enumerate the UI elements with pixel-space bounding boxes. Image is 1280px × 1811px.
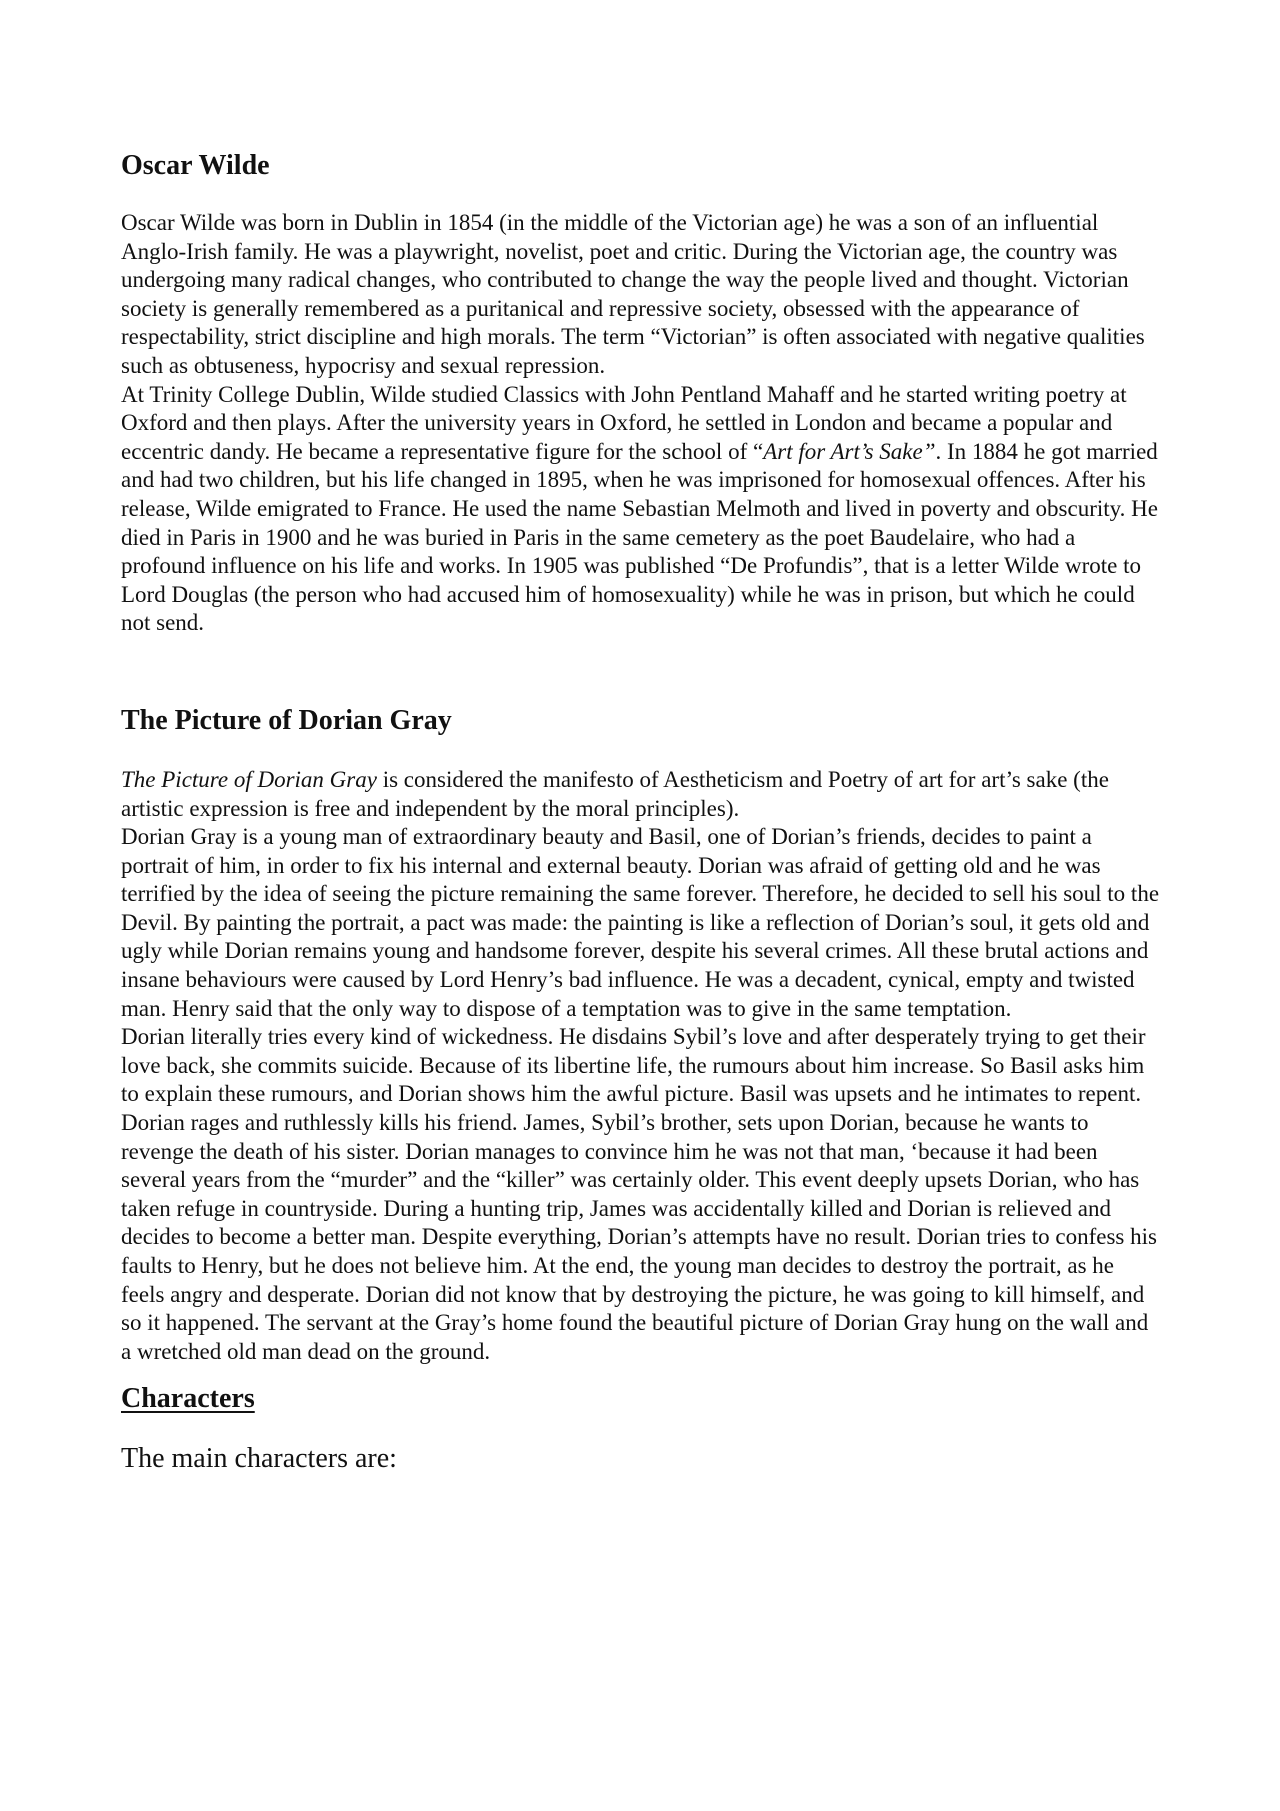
paragraph-wilde-biography-1: Oscar Wilde was born in Dublin in 1854 (in the middle of the Victorian age) he was a son of an influential Anglo-Irish family. He was a playwright, novelist, poet and critic. During the Victorian age, the country was undergoing many radical changes, who contributed to change the way the people lived and thought. Victorian society is generally remembered as a puritanical and repressive society, obsessed with the appearance of respectability, strict discipline and high morals. The term “Victorian” is often associated with negative qualities such as obtuseness, hypocrisy and sexual repression.	[121, 210, 1145, 378]
paragraph-dorian-plot-2: Dorian literally tries every kind of wickedness. He disdains Sybil’s love and after desperately trying to get their love back, she commits suicide. Because of its libertine life, the rumours about him increase. So Basil asks him to explain these rumours, and Dorian shows him the awful picture. Basil was upsets and he intimates to repent. Dorian rages and ruthlessly kills his friend. James, Sybil’s brother, sets upon Dorian, because he wants to revenge the death of his sister. Dorian manages to convince him he was not that man, ‘because it had been several years from the “murder” and the “killer” was certainly older. This event deeply upsets Dorian, who has taken refuge in countryside. During a hunting trip, James was accidentally killed and Dorian is relieved and decides to become a better man. Despite everything, Dorian’s attempts have no result. Dorian tries to confess his faults to Henry, but he does not believe him. At the end, the young man decides to destroy the portrait, as he feels angry and desperate. Dorian did not know that by destroying the picture, he was going to kill himself, and so it happened. The servant at the Gray’s home found the beautiful picture of Dorian Gray hung on the wall and a wretched old man dead on the ground.	[121, 1024, 1157, 1364]
paragraph-wilde-biography-2	[121, 381, 1161, 638]
heading-dorian-gray: The Picture of Dorian Gray	[121, 704, 452, 736]
paragraph-text: At Trinity College Dublin, Wilde studied Classics with John Pentland Mahaff and he started writing poetry at Oxford and then plays. After the university years in Oxford, he settled in London and became a popular and eccentric dandy. He became a representative figure for the school of “	[121, 381, 1127, 464]
characters-intro: The main characters are:	[121, 1443, 397, 1475]
italic-book-title: The Picture of Dorian Gray	[121, 766, 377, 792]
paragraph-text: is considered the manifesto of Aestheticism and Poetry of art for art’s sake (the artistic expression is free and independent by the moral principles).	[121, 766, 1109, 821]
paragraph-dorian-intro	[121, 766, 1161, 823]
paragraph-dorian-plot-1: Dorian Gray is a young man of extraordinary beauty and Basil, one of Dorian’s friends, decides to paint a portrait of him, in order to fix his internal and external beauty. Dorian was afraid of getting old and he was terrified by the idea of seeing the picture remaining the same forever. Therefore, he decided to sell his soul to the Devil. By painting the portrait, a pact was made: the painting is like a reflection of Dorian’s soul, it gets old and ugly while Dorian remains young and handsome forever, despite his several crimes. All these brutal actions and insane behaviours were caused by Lord Henry’s bad influence. He was a decadent, cynical, empty and twisted man. Henry said that the only way to dispose of a temptation was to give in the same temptation.	[121, 824, 1160, 1021]
heading-oscar-wilde: Oscar Wilde	[121, 150, 270, 181]
paragraph-text: . In 1884 he got married and had two children, but his life changed in 1895, when he was imprisoned for homosexual offences. After his release, Wilde emigrated to France. He used the name Sebastian Melmoth and lived in poverty and obscurity. He died in Paris in 1900 and he was buried in Paris in the same cemetery as the poet Baudelaire, who had a profound influence on his life and works. In 1905 was published “De Profundis”, that is a letter Wilde wrote to Lord Douglas (the person who had accused him of homosexuality) while he was in prison, but which he could not send.	[121, 438, 1158, 636]
document-page	[121, 145, 1161, 1502]
italic-art-for-arts-sake: Art for Art’s Sake”	[763, 438, 936, 464]
heading-characters: Characters	[121, 1383, 255, 1415]
